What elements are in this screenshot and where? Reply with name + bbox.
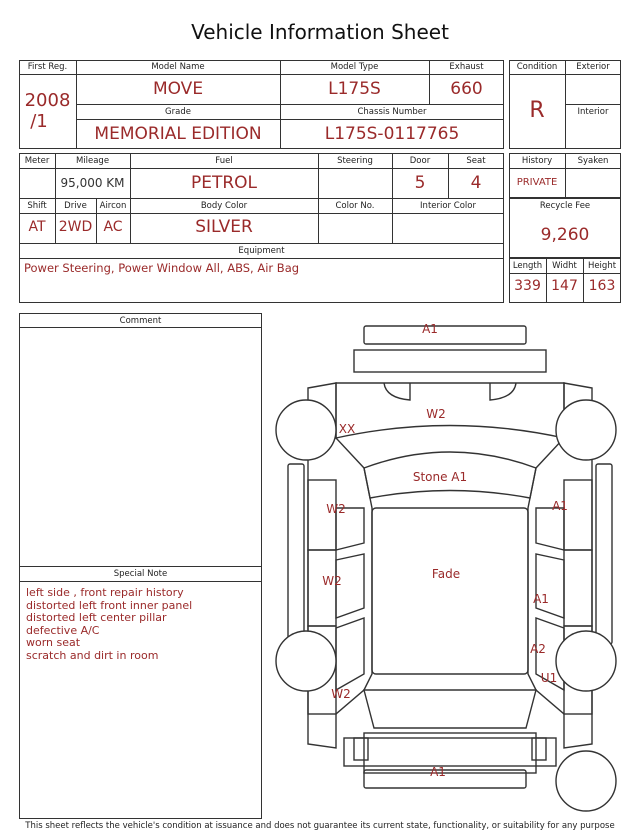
chassis-number-label: Chassis Number: [357, 107, 427, 117]
fuel-label: Fuel: [215, 156, 233, 166]
shift-value: AT: [28, 219, 46, 235]
damage-mark-right-rear-quarter: A2: [530, 642, 546, 656]
damage-mark-left-rear-quarter: W2: [331, 687, 351, 701]
model-type-label: Model Type: [330, 62, 379, 72]
special-note-item: distorted left front inner panel: [26, 598, 193, 612]
drive-label: Drive: [64, 201, 87, 211]
length-value: 339: [514, 278, 541, 294]
color-no-label: Color No.: [335, 201, 375, 211]
seat-value: 4: [470, 173, 482, 193]
equipment-value: Power Steering, Power Window All, ABS, Air Bag: [24, 261, 300, 275]
grade-value: MEMORIAL EDITION: [94, 124, 262, 144]
seat-label: Seat: [466, 156, 486, 166]
special-note-item: worn seat: [26, 636, 81, 649]
width-label: Widht: [552, 261, 577, 271]
meter-label: Meter: [24, 156, 50, 166]
damage-mark-front-left-fender: XX: [338, 422, 356, 436]
first-reg-month: /1: [30, 111, 48, 132]
aircon-label: Aircon: [99, 201, 127, 211]
damage-mark-right-rear-wheel: U1: [540, 671, 558, 685]
body-color-value: SILVER: [195, 217, 253, 237]
height-value: 163: [588, 278, 616, 294]
fuel-value: PETROL: [190, 173, 258, 193]
height-label: Height: [587, 261, 617, 271]
special-note-item: scratch and dirt in room: [26, 648, 159, 662]
special-note-label: Special Note: [113, 569, 168, 579]
damage-mark-windshield: Stone A1: [412, 470, 468, 484]
damage-mark-rear-bumper: A1: [430, 765, 446, 779]
history-value: PRIVATE: [516, 177, 558, 188]
mileage-label: Mileage: [75, 156, 110, 166]
door-label: Door: [409, 156, 431, 166]
length-label: Length: [512, 261, 543, 271]
width-value: 147: [551, 278, 578, 294]
disclaimer-footer: This sheet reflects the vehicle's condition at issuance and does not guarantee its current state, functionality, or suitability for any purpose: [25, 821, 615, 831]
exterior-label: Exterior: [576, 62, 610, 72]
model-name-label: Model Name: [151, 62, 205, 72]
page-title: Vehicle Information Sheet: [191, 20, 449, 44]
special-note-item: left side , front repair history: [26, 586, 184, 599]
model-type-value: L175S: [328, 79, 381, 99]
syaken-label: Syaken: [577, 156, 609, 166]
damage-mark-roof: Fade: [431, 567, 461, 581]
special-note-item: defective A/C: [26, 623, 100, 637]
drive-value: 2WD: [58, 219, 93, 235]
special-note-item: distorted left center pillar: [26, 611, 167, 624]
condition-label: Condition: [516, 62, 558, 72]
comment-label: Comment: [119, 316, 162, 326]
equipment-label: Equipment: [238, 246, 285, 256]
first-reg-label: First Reg.: [27, 62, 68, 72]
special-note-list: [26, 587, 192, 662]
damage-mark-bonnet: W2: [426, 407, 446, 421]
steering-label: Steering: [337, 156, 373, 166]
aircon-value: AC: [103, 219, 123, 235]
first-reg-year: 2008: [24, 90, 71, 111]
model-name-value: MOVE: [152, 79, 204, 99]
damage-mark-right-rear-door: A1: [533, 592, 549, 606]
history-label: History: [521, 156, 553, 166]
recycle-fee-label: Recycle Fee: [539, 201, 591, 211]
interior-label: Interior: [577, 107, 609, 117]
damage-mark-right-front-door: A1: [552, 499, 568, 513]
exhaust-label: Exhaust: [449, 62, 484, 72]
damage-mark-left-rear-door: W2: [322, 574, 342, 588]
door-value: 5: [414, 173, 426, 193]
interior-color-label: Interior Color: [420, 201, 476, 211]
mileage-value: 95,000 KM: [60, 176, 125, 190]
body-color-label: Body Color: [200, 201, 248, 211]
recycle-fee-value: 9,260: [540, 225, 590, 245]
condition-value: R: [529, 98, 545, 123]
damage-mark-front-bumper: A1: [422, 322, 438, 336]
shift-label: Shift: [27, 201, 47, 211]
damage-mark-left-front-door: W2: [326, 502, 346, 516]
car-damage-diagram: [268, 318, 634, 820]
exhaust-value: 660: [450, 79, 483, 99]
chassis-number-value: L175S-0117765: [324, 124, 460, 144]
grade-label: Grade: [165, 107, 191, 117]
